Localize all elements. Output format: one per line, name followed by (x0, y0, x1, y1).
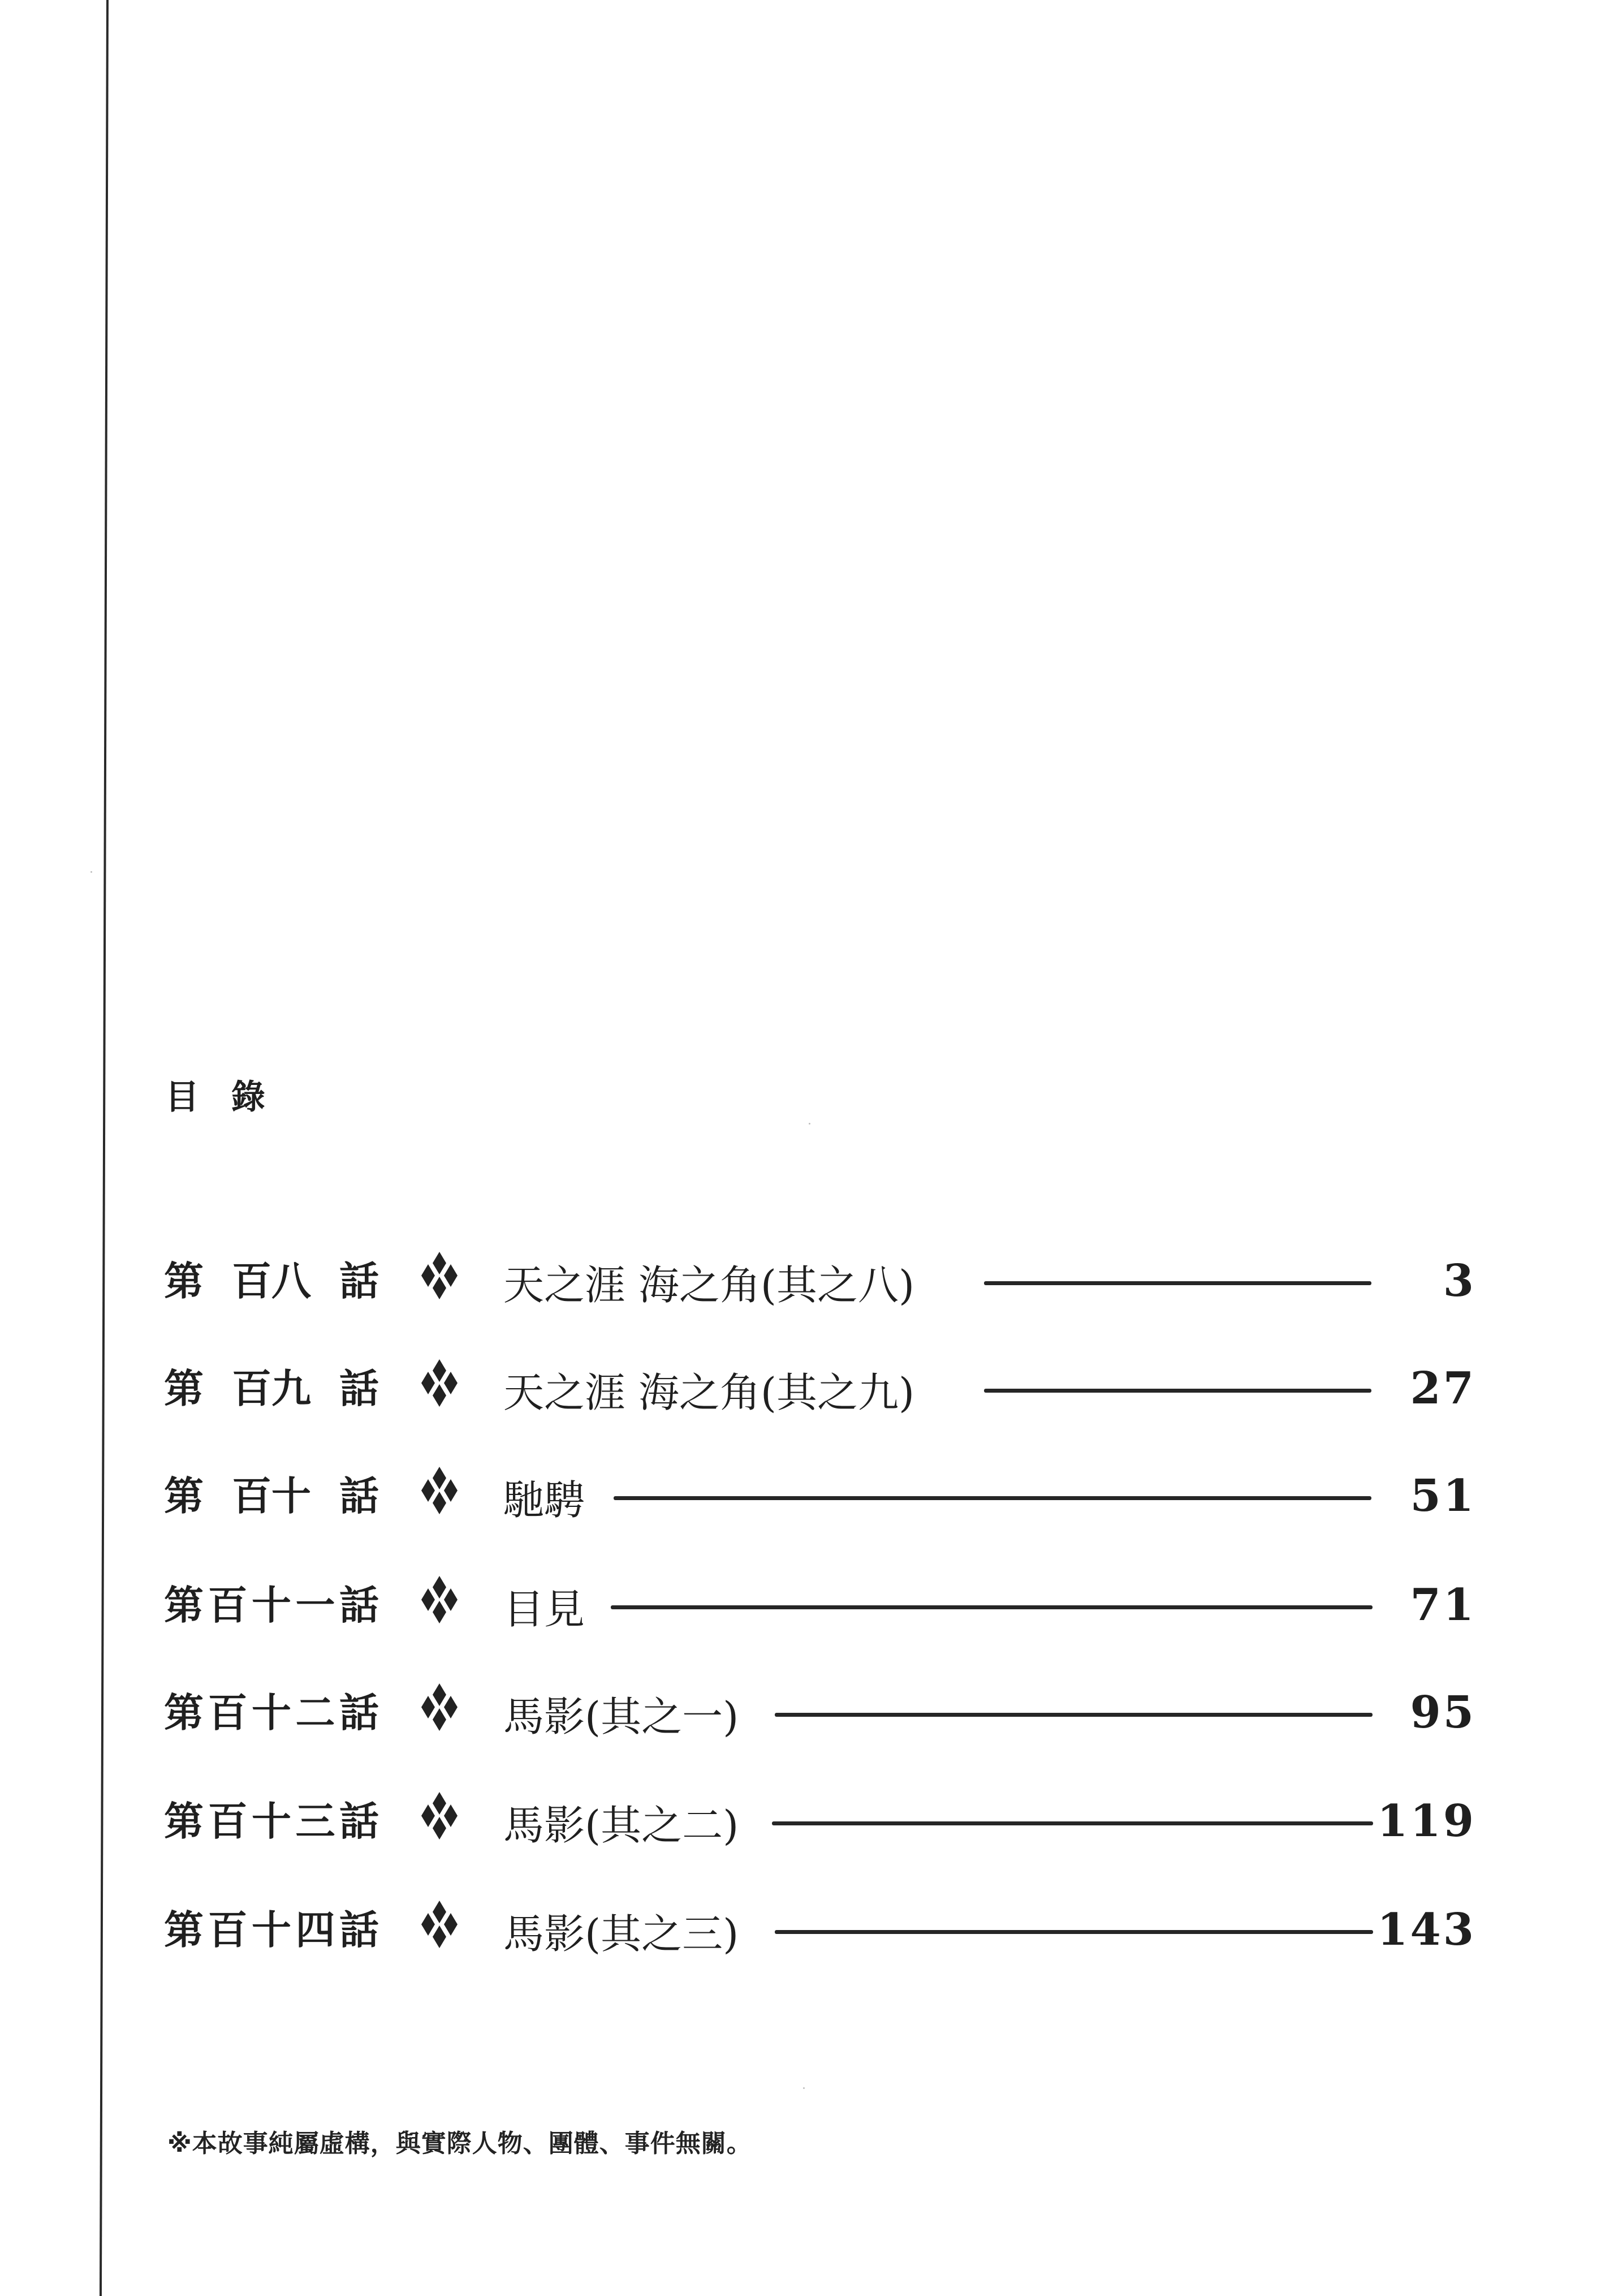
chapter-number-part: 百十 (232, 1472, 311, 1519)
chapter-number (164, 1896, 379, 1964)
chapter-number-part: 十 (252, 1582, 291, 1629)
chapter-number (164, 1355, 379, 1423)
toc-entry[interactable] (164, 1571, 1476, 1639)
four-diamond-icon (421, 1359, 458, 1407)
page-number: 71 (1410, 1579, 1476, 1631)
chapter-number-part: 話 (339, 1798, 379, 1845)
chapter-number-part: 百 (208, 1906, 248, 1953)
chapter-number-part: 十 (252, 1798, 291, 1845)
chapter-number-part: 百 (208, 1798, 248, 1845)
leader-line (775, 1930, 1373, 1934)
chapter-title: 天之涯 海之角(其之八) (503, 1261, 915, 1309)
chapter-number-part: 百九 (232, 1365, 311, 1412)
scan-speck (803, 2087, 805, 2089)
chapter-title: 馬影(其之三) (503, 1910, 739, 1958)
chapter-number-part: 百 (208, 1689, 248, 1736)
chapter-number-part: 話 (339, 1582, 379, 1629)
page-number: 27 (1410, 1363, 1476, 1414)
page-number: 51 (1410, 1470, 1476, 1522)
chapter-number-part: 第 (164, 1472, 204, 1519)
chapter-number-part: 第 (164, 1689, 204, 1736)
chapter-number-part: 話 (339, 1472, 379, 1519)
disclaimer-footnote: ※本故事純屬虛構，與實際人物、團體、事件無關。 (167, 2129, 752, 2158)
chapter-number-part: 十 (252, 1689, 291, 1736)
leader-line (775, 1713, 1373, 1717)
chapter-number (164, 1462, 379, 1530)
toc-entry[interactable] (164, 1247, 1476, 1315)
toc-heading: 目 錄 (165, 1078, 275, 1117)
chapter-number-part: 話 (339, 1365, 379, 1412)
chapter-number-part: 四 (295, 1906, 335, 1953)
chapter-number (164, 1679, 379, 1747)
chapter-number-part: 三 (295, 1798, 335, 1845)
toc-entry[interactable] (164, 1355, 1476, 1423)
four-diamond-icon (421, 1467, 458, 1514)
four-diamond-icon (421, 1901, 458, 1948)
chapter-number-part: 話 (339, 1257, 379, 1304)
toc-entry[interactable] (164, 1787, 1476, 1855)
chapter-number-part: 百 (208, 1582, 248, 1629)
chapter-number-part: 話 (339, 1689, 379, 1736)
chapter-number-part: 第 (164, 1365, 204, 1412)
chapter-title: 馳騁 (503, 1476, 585, 1524)
chapter-title: 馬影(其之一) (503, 1693, 739, 1741)
chapter-title: 目見 (503, 1586, 585, 1633)
scan-speck (90, 871, 92, 873)
chapter-number-part: 二 (295, 1689, 335, 1736)
four-diamond-icon (421, 1576, 458, 1623)
toc-entry[interactable] (164, 1896, 1476, 1964)
four-diamond-icon (421, 1683, 458, 1731)
chapter-title: 馬影(其之二) (503, 1802, 739, 1849)
chapter-number-part: 話 (339, 1906, 379, 1953)
scan-speck (809, 1123, 810, 1125)
chapter-number (164, 1787, 379, 1855)
leader-line (984, 1281, 1371, 1285)
toc-entry[interactable] (164, 1679, 1476, 1747)
leader-line (614, 1496, 1371, 1500)
page-number: 95 (1410, 1687, 1476, 1738)
four-diamond-icon (421, 1792, 458, 1840)
page-number: 3 (1443, 1255, 1476, 1307)
four-diamond-icon (421, 1252, 458, 1299)
chapter-number (164, 1571, 379, 1639)
leader-line (772, 1821, 1373, 1825)
chapter-number-part: 第 (164, 1798, 204, 1845)
chapter-number-part: 十 (252, 1906, 291, 1953)
chapter-number (164, 1247, 379, 1315)
leader-line (611, 1605, 1373, 1609)
chapter-number-part: 一 (295, 1582, 335, 1629)
chapter-title: 天之涯 海之角(其之九) (503, 1369, 915, 1416)
chapter-number-part: 第 (164, 1582, 204, 1629)
page-number: 119 (1377, 1795, 1476, 1847)
leader-line (984, 1389, 1371, 1393)
toc-entry[interactable] (164, 1462, 1476, 1530)
chapter-number-part: 第 (164, 1906, 204, 1953)
page-number: 143 (1377, 1904, 1476, 1955)
chapter-number-part: 第 (164, 1257, 204, 1304)
chapter-number-part: 百八 (232, 1257, 311, 1304)
